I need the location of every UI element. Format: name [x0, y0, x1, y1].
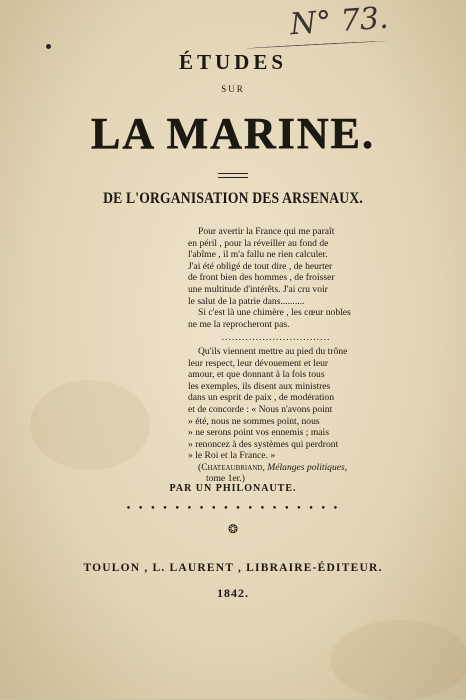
handwritten-number: N° 73.: [288, 0, 390, 43]
epigraph-line: » le Roi et la France. »: [188, 450, 276, 462]
ornament-dots: • • • • • • • • • • • • • • • • • •: [125, 504, 341, 514]
imprint-year: 1842.: [217, 586, 249, 600]
citation-author: Chateaubriand: [201, 461, 263, 473]
epigraph-line: leur respect, leur dévouement et leur: [188, 357, 329, 369]
imprint-publisher: TOULON , L. LAURENT , LIBRAIRE-ÉDITEUR.: [83, 562, 383, 574]
epigraph-line: amour, et que donnant à la fois tous: [188, 369, 325, 381]
author-line: PAR UN PHILONAUTE.: [169, 483, 297, 494]
handwritten-underline: [246, 40, 386, 49]
epigraph-citation: (Chateaubriand, Mélanges politiques,: [198, 461, 348, 473]
title-line-1: ÉTUDES: [178, 50, 288, 74]
epigraph-separator: ................................: [221, 332, 331, 344]
ornament-icon: ❂: [227, 522, 239, 536]
epigraph-line: l'abîme , il m'a fallu ne rien calculer.: [188, 249, 328, 261]
epigraph-line: dans un esprit de paix , de modération: [188, 392, 335, 404]
epigraph-line: » été, nous ne sommes point, nous: [188, 415, 320, 427]
epigraph-line: Pour avertir la France qui me paraît: [198, 226, 335, 237]
epigraph-line: les exemples, ils disent aux ministres: [188, 380, 331, 392]
paper-stain: [330, 620, 466, 700]
citation-work: Mélanges politiques: [267, 461, 345, 473]
epigraph-line: une multitude d'intérêts. J'ai cru voir: [188, 283, 328, 295]
subtitle: DE L'ORGANISATION DES ARSENAUX.: [103, 190, 363, 207]
epigraph: [188, 226, 364, 485]
epigraph-line: ne me la reprocheront pas.: [188, 318, 290, 330]
epigraph-line: et de concorde : « Nous n'avons point: [188, 403, 333, 415]
epigraph-line: Si c'est là une chimère , les cœur nobles: [198, 307, 351, 319]
epigraph-line: le salut de la patrie dans..........: [188, 295, 305, 307]
epigraph-line: de front bien des hommes , de froisser: [188, 272, 335, 284]
title-line-2: SUR: [221, 84, 245, 94]
epigraph-line: Qu'ils viennent mettre au pied du trône: [198, 345, 348, 357]
epigraph-line: en péril , pour la réveiller au fond de: [188, 237, 329, 249]
paper-stain: [30, 380, 150, 470]
ink-dot: [46, 44, 51, 49]
epigraph-citation-volume: tome 1er.): [206, 473, 245, 485]
epigraph-line: » ne serons point vos ennemis ; mais: [188, 427, 329, 439]
main-title: LA MARINE.: [90, 109, 376, 158]
divider-rule: [218, 177, 248, 178]
epigraph-line: » renoncez à des systèmes qui perdront: [188, 438, 339, 450]
divider-rule: [218, 173, 248, 174]
epigraph-line: J'ai été obligé de tout dire , de heurter: [188, 260, 333, 272]
